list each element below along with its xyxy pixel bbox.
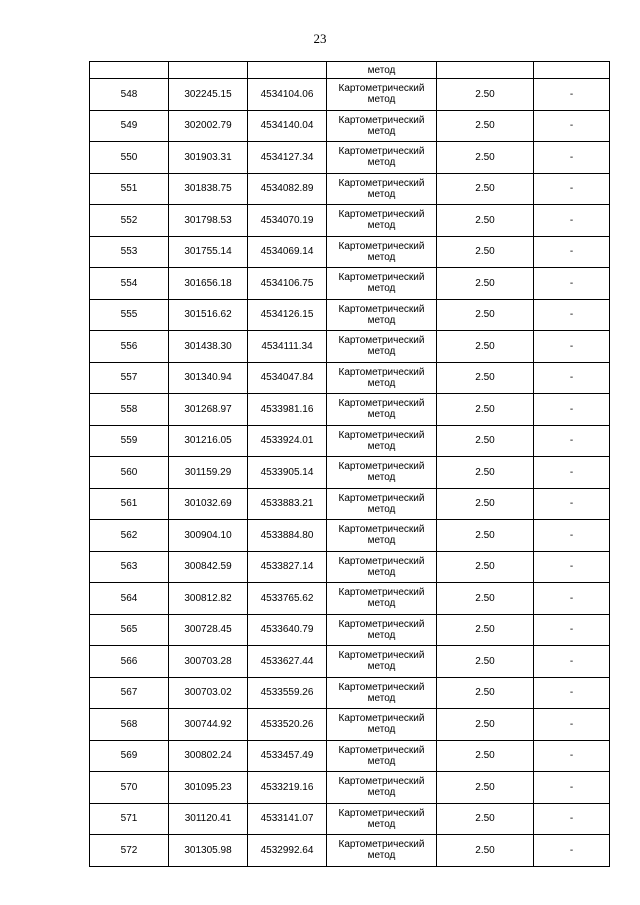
cell-note xyxy=(534,62,610,79)
cell-y: 4534127.34 xyxy=(248,142,327,174)
cell-method xyxy=(327,772,437,804)
cell-y: 4533883.21 xyxy=(248,488,327,520)
cell-y: 4534070.19 xyxy=(248,205,327,237)
table-row xyxy=(90,709,610,741)
cell-note: - xyxy=(534,646,610,678)
cell-y: 4532992.64 xyxy=(248,835,327,867)
method-line-1: Картометрический xyxy=(338,744,425,756)
table-row xyxy=(90,677,610,709)
cell-y: 4533627.44 xyxy=(248,646,327,678)
cell-accuracy: 2.50 xyxy=(437,394,534,426)
cell-y: 4533765.62 xyxy=(248,583,327,615)
cell-x: 301120.41 xyxy=(169,803,248,835)
cell-accuracy: 2.50 xyxy=(437,142,534,174)
table-row xyxy=(90,488,610,520)
cell-accuracy: 2.50 xyxy=(437,614,534,646)
cell-accuracy: 2.50 xyxy=(437,520,534,552)
method-line-2: метод xyxy=(367,503,396,515)
method-line-2: метод xyxy=(367,566,396,578)
cell-x: 300703.02 xyxy=(169,677,248,709)
continuation-row xyxy=(90,62,610,79)
method-line-1: Картометрический xyxy=(338,335,425,347)
cell-x: 301903.31 xyxy=(169,142,248,174)
method-line-1: Картометрический xyxy=(338,209,425,221)
cell-note: - xyxy=(534,425,610,457)
method-line-1: Картометрический xyxy=(338,461,425,473)
cell-note: - xyxy=(534,583,610,615)
cell-note: - xyxy=(534,520,610,552)
cell-x: 301032.69 xyxy=(169,488,248,520)
cell-x: 301216.05 xyxy=(169,425,248,457)
cell-x xyxy=(169,62,248,79)
method-line-1: Картометрический xyxy=(338,492,425,504)
cell-point-number: 548 xyxy=(90,79,169,111)
cell-y: 4533219.16 xyxy=(248,772,327,804)
method-line-2: метод xyxy=(367,661,396,673)
cell-method xyxy=(327,394,437,426)
cell-note: - xyxy=(534,142,610,174)
cell-y: 4533640.79 xyxy=(248,614,327,646)
cell-point-number: 570 xyxy=(90,772,169,804)
cell-method xyxy=(327,236,437,268)
method-line-1: Картометрический xyxy=(338,398,425,410)
cell-accuracy: 2.50 xyxy=(437,79,534,111)
cell-y: 4534140.04 xyxy=(248,110,327,142)
method-line-2: метод xyxy=(367,472,396,484)
table-row xyxy=(90,236,610,268)
cell-x: 301305.98 xyxy=(169,835,248,867)
cell-y: 4533559.26 xyxy=(248,677,327,709)
method-line-1: Картометрический xyxy=(338,114,425,126)
table-row xyxy=(90,772,610,804)
cell-x: 300812.82 xyxy=(169,583,248,615)
cell-note: - xyxy=(534,268,610,300)
cell-point-number: 567 xyxy=(90,677,169,709)
method-line-1: Картометрический xyxy=(338,807,425,819)
cell-point-number: 558 xyxy=(90,394,169,426)
cell-method xyxy=(327,803,437,835)
cell-accuracy: 2.50 xyxy=(437,551,534,583)
cell-x: 301838.75 xyxy=(169,173,248,205)
cell-accuracy: 2.50 xyxy=(437,299,534,331)
cell-point-number: 552 xyxy=(90,205,169,237)
cell-method xyxy=(327,520,437,552)
cell-method xyxy=(327,142,437,174)
method-line-1: Картометрический xyxy=(338,650,425,662)
cell-x: 301095.23 xyxy=(169,772,248,804)
cell-point-number: 565 xyxy=(90,614,169,646)
cell-accuracy: 2.50 xyxy=(437,331,534,363)
cell-x: 302002.79 xyxy=(169,110,248,142)
method-line-2: метод xyxy=(367,755,396,767)
cell-method xyxy=(327,740,437,772)
table-row xyxy=(90,110,610,142)
cell-method: метод xyxy=(327,62,437,79)
cell-x: 300728.45 xyxy=(169,614,248,646)
coordinates-table xyxy=(89,61,610,867)
table-row xyxy=(90,646,610,678)
cell-accuracy: 2.50 xyxy=(437,173,534,205)
cell-accuracy xyxy=(437,62,534,79)
table-row xyxy=(90,173,610,205)
table-row xyxy=(90,142,610,174)
method-line-1: Картометрический xyxy=(338,272,425,284)
cell-method xyxy=(327,614,437,646)
method-line-1: Картометрический xyxy=(338,177,425,189)
cell-point-number: 549 xyxy=(90,110,169,142)
cell-x: 300744.92 xyxy=(169,709,248,741)
cell-note: - xyxy=(534,551,610,583)
method-line-1: Картометрический xyxy=(338,366,425,378)
cell-x: 302245.15 xyxy=(169,79,248,111)
cell-method xyxy=(327,457,437,489)
cell-accuracy: 2.50 xyxy=(437,488,534,520)
table-row xyxy=(90,299,610,331)
cell-method xyxy=(327,835,437,867)
cell-method xyxy=(327,205,437,237)
cell-point-number: 551 xyxy=(90,173,169,205)
cell-note: - xyxy=(534,236,610,268)
cell-note: - xyxy=(534,614,610,646)
cell-y: 4534047.84 xyxy=(248,362,327,394)
cell-y: 4533457.49 xyxy=(248,740,327,772)
cell-accuracy: 2.50 xyxy=(437,646,534,678)
table-row xyxy=(90,425,610,457)
cell-x: 301159.29 xyxy=(169,457,248,489)
cell-point-number: 553 xyxy=(90,236,169,268)
method-line-1: Картометрический xyxy=(338,587,425,599)
cell-y: 4534069.14 xyxy=(248,236,327,268)
table-row xyxy=(90,362,610,394)
cell-point-number: 554 xyxy=(90,268,169,300)
cell-y: 4533905.14 xyxy=(248,457,327,489)
cell-method xyxy=(327,488,437,520)
cell-point-number: 561 xyxy=(90,488,169,520)
method-line-1: Картометрический xyxy=(338,839,425,851)
table-row xyxy=(90,205,610,237)
cell-accuracy: 2.50 xyxy=(437,110,534,142)
cell-note: - xyxy=(534,299,610,331)
table-row xyxy=(90,614,610,646)
cell-method xyxy=(327,583,437,615)
cell-note: - xyxy=(534,110,610,142)
cell-x: 301340.94 xyxy=(169,362,248,394)
page-number: 23 xyxy=(313,31,327,46)
method-line-2: метод xyxy=(367,377,396,389)
cell-accuracy: 2.50 xyxy=(437,835,534,867)
table-row xyxy=(90,740,610,772)
cell-note: - xyxy=(534,457,610,489)
method-line-2: метод xyxy=(367,629,396,641)
method-line-2: метод xyxy=(367,94,396,106)
cell-note: - xyxy=(534,488,610,520)
method-line-1: Картометрический xyxy=(338,303,425,315)
method-line-1: Картометрический xyxy=(338,83,425,95)
cell-note: - xyxy=(534,79,610,111)
table-row xyxy=(90,331,610,363)
method-line-2: метод xyxy=(367,157,396,169)
method-line-1: Картометрический xyxy=(338,524,425,536)
method-line-2: метод xyxy=(367,440,396,452)
cell-method xyxy=(327,425,437,457)
method-line-2: метод xyxy=(367,850,396,862)
cell-point-number: 560 xyxy=(90,457,169,489)
cell-y: 4534106.75 xyxy=(248,268,327,300)
cell-y xyxy=(248,62,327,79)
cell-x: 300703.28 xyxy=(169,646,248,678)
cell-y: 4533884.80 xyxy=(248,520,327,552)
cell-method xyxy=(327,268,437,300)
cell-x: 300842.59 xyxy=(169,551,248,583)
cell-x: 300904.10 xyxy=(169,520,248,552)
cell-note: - xyxy=(534,173,610,205)
method-line-1: Картометрический xyxy=(338,240,425,252)
cell-accuracy: 2.50 xyxy=(437,803,534,835)
method-line-2: метод xyxy=(367,724,396,736)
cell-method xyxy=(327,551,437,583)
cell-note: - xyxy=(534,331,610,363)
method-line-2: метод xyxy=(367,818,396,830)
cell-x: 301798.53 xyxy=(169,205,248,237)
cell-accuracy: 2.50 xyxy=(437,236,534,268)
cell-note: - xyxy=(534,740,610,772)
table-row xyxy=(90,79,610,111)
method-line-1: Картометрический xyxy=(338,713,425,725)
method-line-1: Картометрический xyxy=(338,776,425,788)
cell-y: 4533520.26 xyxy=(248,709,327,741)
cell-method xyxy=(327,677,437,709)
cell-note: - xyxy=(534,709,610,741)
cell-note: - xyxy=(534,205,610,237)
cell-y: 4534104.06 xyxy=(248,79,327,111)
cell-accuracy: 2.50 xyxy=(437,709,534,741)
cell-note: - xyxy=(534,362,610,394)
cell-y: 4534126.15 xyxy=(248,299,327,331)
table-row xyxy=(90,835,610,867)
cell-accuracy: 2.50 xyxy=(437,205,534,237)
method-line-1: Картометрический xyxy=(338,555,425,567)
table-row xyxy=(90,583,610,615)
table-row xyxy=(90,520,610,552)
cell-accuracy: 2.50 xyxy=(437,457,534,489)
cell-x: 300802.24 xyxy=(169,740,248,772)
method-line-1: Картометрический xyxy=(338,618,425,630)
cell-y: 4533924.01 xyxy=(248,425,327,457)
cell-point-number: 563 xyxy=(90,551,169,583)
cell-point-number: 557 xyxy=(90,362,169,394)
method-line-2: метод xyxy=(367,535,396,547)
cell-point-number xyxy=(90,62,169,79)
method-line-1: Картометрический xyxy=(338,429,425,441)
cell-method xyxy=(327,331,437,363)
cell-x: 301516.62 xyxy=(169,299,248,331)
method-line-1: Картометрический xyxy=(338,146,425,158)
table-row xyxy=(90,803,610,835)
cell-note: - xyxy=(534,394,610,426)
method-line-2: метод xyxy=(367,283,396,295)
method-line-2: метод xyxy=(367,787,396,799)
cell-note: - xyxy=(534,677,610,709)
cell-point-number: 568 xyxy=(90,709,169,741)
cell-point-number: 555 xyxy=(90,299,169,331)
method-line-2: метод xyxy=(367,314,396,326)
cell-method xyxy=(327,362,437,394)
cell-point-number: 556 xyxy=(90,331,169,363)
cell-accuracy: 2.50 xyxy=(437,583,534,615)
cell-method xyxy=(327,79,437,111)
cell-point-number: 564 xyxy=(90,583,169,615)
cell-point-number: 572 xyxy=(90,835,169,867)
method-line-1: Картометрический xyxy=(338,681,425,693)
cell-accuracy: 2.50 xyxy=(437,677,534,709)
cell-accuracy: 2.50 xyxy=(437,740,534,772)
table-body xyxy=(90,62,610,867)
cell-x: 301438.30 xyxy=(169,331,248,363)
table-row xyxy=(90,394,610,426)
cell-accuracy: 2.50 xyxy=(437,268,534,300)
cell-method xyxy=(327,299,437,331)
cell-y: 4534082.89 xyxy=(248,173,327,205)
table-row xyxy=(90,268,610,300)
cell-x: 301656.18 xyxy=(169,268,248,300)
method-line-2: метод xyxy=(367,125,396,137)
cell-method xyxy=(327,646,437,678)
cell-point-number: 550 xyxy=(90,142,169,174)
cell-y: 4533827.14 xyxy=(248,551,327,583)
cell-x: 301268.97 xyxy=(169,394,248,426)
cell-method xyxy=(327,709,437,741)
method-line-2: метод xyxy=(367,188,396,200)
method-line-2: метод xyxy=(367,251,396,263)
cell-note: - xyxy=(534,803,610,835)
method-line-2: метод xyxy=(367,346,396,358)
cell-point-number: 566 xyxy=(90,646,169,678)
cell-accuracy: 2.50 xyxy=(437,425,534,457)
cell-note: - xyxy=(534,835,610,867)
cell-accuracy: 2.50 xyxy=(437,362,534,394)
cell-method xyxy=(327,173,437,205)
cell-y: 4533981.16 xyxy=(248,394,327,426)
cell-point-number: 571 xyxy=(90,803,169,835)
table-row xyxy=(90,457,610,489)
method-line-2: метод xyxy=(367,598,396,610)
method-line-2: метод xyxy=(367,409,396,421)
table-row xyxy=(90,551,610,583)
method-line-2: метод xyxy=(367,692,396,704)
cell-x: 301755.14 xyxy=(169,236,248,268)
cell-method xyxy=(327,110,437,142)
cell-point-number: 562 xyxy=(90,520,169,552)
cell-point-number: 569 xyxy=(90,740,169,772)
cell-y: 4534111.34 xyxy=(248,331,327,363)
method-line-2: метод xyxy=(367,220,396,232)
cell-point-number: 559 xyxy=(90,425,169,457)
cell-y: 4533141.07 xyxy=(248,803,327,835)
cell-note: - xyxy=(534,772,610,804)
cell-accuracy: 2.50 xyxy=(437,772,534,804)
